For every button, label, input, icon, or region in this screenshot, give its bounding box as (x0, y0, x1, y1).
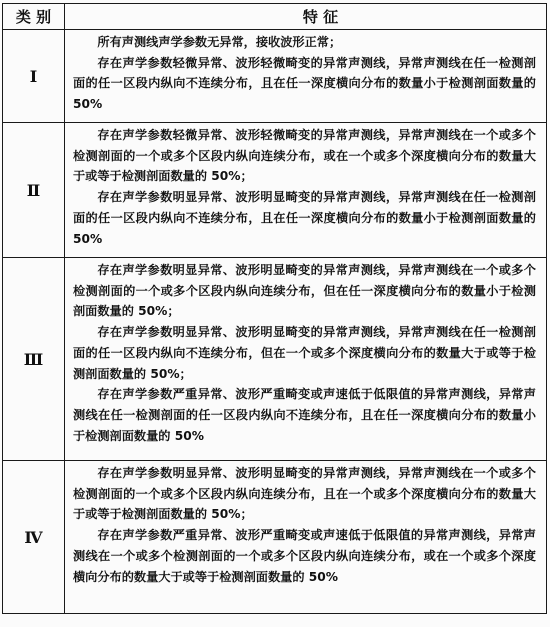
category-cell: Ⅳ (3, 461, 65, 614)
table-row (3, 123, 547, 258)
feature-paragraph: 存在声学参数轻微异常、波形轻微畸变的异常声测线，异常声测线在一个或多个检测剖面的一个或多个区段内纵向连续分布，或在一个或多个深度横向分布的数量大于或等于检测剖面数量的 50%； (73, 128, 536, 184)
feature-paragraph: 存在声学参数轻微异常、波形轻微畸变的异常声测线，异常声测线在任一检测剖面的任一区段内纵向不连续分布，且在任一深度横向分布的数量小于检测剖面数量的 50% (73, 55, 536, 112)
table-row (3, 258, 547, 461)
feature-paragraph: 存在声学参数明显异常、波形明显畸变的异常声测线，异常声测线在一个或多个检测剖面的一个或多个区段内纵向连续分布，但在任一深度横向分布的数量小于检测剖面数量的 50%； (73, 263, 536, 319)
features-cell (65, 30, 547, 123)
category-cell: Ⅲ (3, 258, 65, 461)
category-cell: Ⅱ (3, 123, 65, 258)
table-header-row (3, 4, 547, 30)
features-cell (65, 461, 547, 614)
feature-paragraph: 存在声学参数明显异常、波形明显畸变的异常声测线，异常声测线在任一检测剖面的任一区段内纵向不连续分布，且在任一深度横向分布的数量小于检测剖面数量的 50% (73, 190, 536, 246)
feature-paragraph: 存在声学参数明显异常、波形明显畸变的异常声测线，异常声测线在一个或多个检测剖面的一个或多个区段内纵向连续分布，且在一个或多个深度横向分布的数量大于或等于检测剖面数量的 50%； (73, 466, 536, 522)
table-row (3, 461, 547, 614)
feature-paragraph: 存在声学参数明显异常、波形明显畸变的异常声测线，异常声测线在任一检测剖面的任一区段内纵向不连续分布，但在一个或多个深度横向分布的数量大于或等于检测剖面数量的 50%； (73, 325, 536, 381)
feature-paragraph: 存在声学参数严重异常、波形严重畸变或声速低于低限值的异常声测线，异常声测线在任一检测剖面的任一区段内纵向不连续分布，且在任一深度横向分布的数量小于检测剖面数量的 50% (73, 387, 536, 443)
features-cell (65, 123, 547, 258)
table-row (3, 30, 547, 123)
feature-paragraph: 所有声测线声学参数无异常，接收波形正常； (97, 35, 342, 49)
header-features: 特 征 (65, 4, 547, 30)
header-category: 类 别 (3, 4, 65, 30)
category-cell: Ⅰ (3, 30, 65, 123)
features-cell (65, 258, 547, 461)
feature-paragraph: 存在声学参数严重异常、波形严重畸变或声速低于低限值的异常声测线，异常声测线在一个或多个检测剖面的一个或多个区段内纵向连续分布，或在一个或多个深度横向分布的数量大于或等于检测剖面数量的 50% (73, 528, 536, 584)
integrity-classification-table (2, 3, 547, 614)
